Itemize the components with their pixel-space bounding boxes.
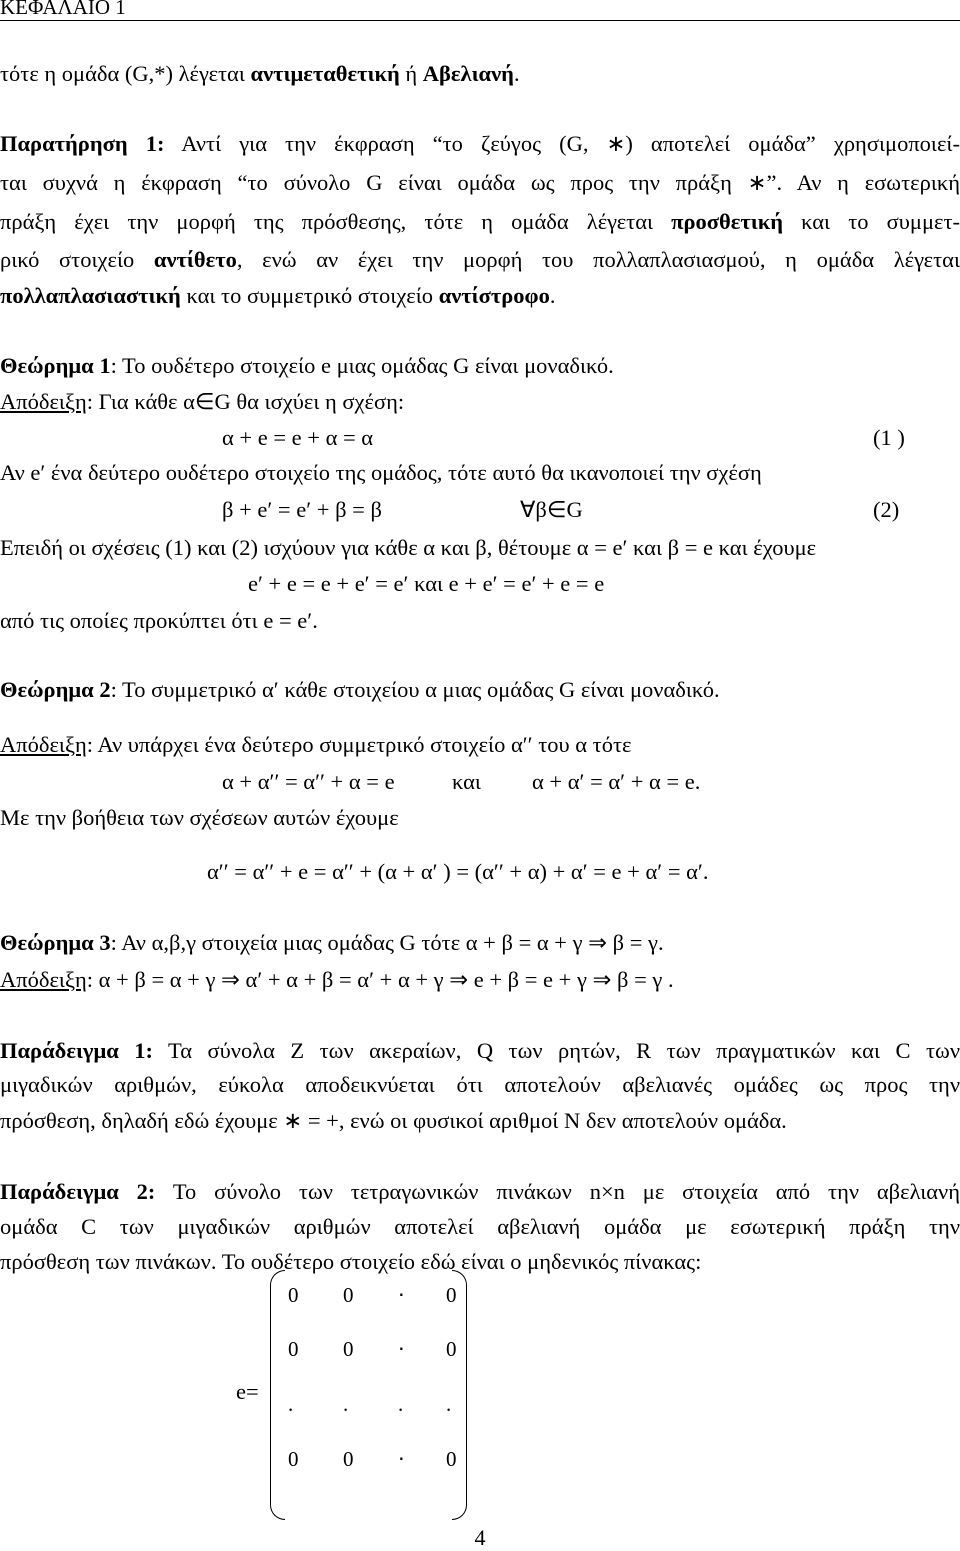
theorem3-proof-text: : α + β = α + γ ⇒ α′ + α + β = α′ + α + γ ⇒ e + β = e + γ ⇒ β = γ . bbox=[86, 967, 674, 992]
remark-line-1 bbox=[0, 130, 960, 158]
theorem3-text: : Αν α,β,γ στοιχεία μιας ομάδας G τότε α + β = α + γ ⇒ β = γ. bbox=[110, 930, 664, 955]
remark-line-3 bbox=[0, 208, 960, 236]
chapter-header: ΚΕΦΑΛΑΙΟ 1 bbox=[0, 0, 126, 19]
remark-term-multiplicative: πολλαπλασιαστική bbox=[0, 283, 181, 308]
theorem3-label: Θεώρημα 3 bbox=[0, 930, 111, 955]
remark-l1: Αντί για την έκφραση “το ζεύγος (G, ∗) αποτελεί ομάδα” χρησιμοποιεί- bbox=[164, 131, 960, 156]
remark-l5b: και το συμμετρικό στοιχείο bbox=[180, 283, 439, 308]
matrix-cell: . bbox=[343, 1392, 349, 1416]
matrix-cell: 0 bbox=[288, 1447, 299, 1471]
matrix-cell: . bbox=[398, 1392, 404, 1416]
theorem1-line3: Επειδή οι σχέσεις (1) και (2) ισχύουν για κάθε α και β, θέτουμε α = e′ και β = e και έχουμε bbox=[0, 535, 817, 560]
example1-line-3: πρόσθεση, δηλαδή εδώ έχουμε ∗ = +, ενώ οι φυσικοί αριθμοί N δεν αποτελούν ομάδα. bbox=[0, 1108, 787, 1133]
theorem2-eq1b: και bbox=[452, 769, 481, 794]
remark-term-additive: προσθετική bbox=[671, 209, 783, 234]
theorem2-eq1a: α + α′′ = α′′ + α = e bbox=[222, 769, 395, 794]
matrix-left-bracket bbox=[270, 1270, 285, 1520]
matrix-cell: 0 bbox=[446, 1337, 457, 1361]
remark-l5d: . bbox=[549, 283, 556, 308]
intro-pre: τότε η ομάδα (G,*) λέγεται bbox=[0, 61, 251, 86]
theorem1-text: : Το ουδέτερο στοιχείο e μιας ομάδας G είναι μοναδικό. bbox=[110, 353, 614, 378]
theorem1-eq2: β + e′ = e′ + β = β bbox=[222, 497, 382, 522]
theorem2-proof-text: : Αν υπάρχει ένα δεύτερο συμμετρικό στοιχείο α′′ του α τότε bbox=[86, 732, 632, 757]
intro-end: . bbox=[513, 61, 520, 86]
example1-line-2: μιγαδικών αριθμών, εύκολα αποδεικνύεται ότι αποτελούν αβελιανές ομάδες ως προς την bbox=[0, 1072, 960, 1097]
theorem1-eq1-number: (1 ) bbox=[873, 425, 905, 450]
matrix-cell: ⋅ bbox=[398, 1337, 405, 1361]
theorem1-proof-label: Απόδειξη bbox=[0, 389, 87, 414]
remark-l4a: ρικό στοιχείο bbox=[0, 247, 154, 272]
matrix-cell: 0 bbox=[343, 1447, 354, 1471]
matrix-cell: 0 bbox=[446, 1283, 457, 1307]
theorem1-label: Θεώρημα 1 bbox=[0, 353, 111, 378]
remark-label: Παρατήρηση 1: bbox=[0, 131, 165, 156]
example2-line-1 bbox=[0, 1178, 960, 1206]
example1-line-1 bbox=[0, 1037, 960, 1065]
example2-l1: Το σύνολο των τετραγωνικών πινάκων n×n με στοιχεία από την αβελιανή bbox=[155, 1179, 960, 1204]
example1-l1: Τα σύνολα Z των ακεραίων, Q των ρητών, R των πραγματικών και C των bbox=[152, 1038, 960, 1063]
theorem1-eq2-number: (2) bbox=[873, 497, 900, 522]
example2-label: Παράδειγμα 2: bbox=[0, 1179, 156, 1204]
remark-l4c: , ενώ αν έχει την μορφή του πολλαπλασιασμού, η ομάδα λέγεται bbox=[236, 247, 960, 272]
theorem2-label: Θεώρημα 2 bbox=[0, 677, 111, 702]
remark-l3a: πράξη έχει την μορφή της πρόσθεσης, τότε η ομάδα λέγεται bbox=[0, 209, 672, 234]
theorem2-proof-label: Απόδειξη bbox=[0, 732, 87, 757]
theorem2-line2: Με την βοήθεια των σχέσεων αυτών έχουμε bbox=[0, 805, 399, 830]
intro-line bbox=[0, 60, 520, 88]
theorem2-eq1c: α + α′ = α′ + α = e. bbox=[532, 769, 701, 794]
theorem2-text: : Το συμμετρικό α′ κάθε στοιχείου α μιας ομάδας G είναι μοναδικό. bbox=[110, 677, 720, 702]
remark-line-2: ται συχνά η έκφραση “το σύνολο G είναι ομάδα ως προς την πράξη ∗”. Αν η εσωτερική bbox=[0, 170, 960, 195]
remark-l3c: και το συμμετ- bbox=[783, 209, 960, 234]
theorem3-statement bbox=[0, 929, 664, 957]
remark-term-inverse: αντίστροφο bbox=[438, 283, 550, 308]
matrix-cell: 0 bbox=[288, 1283, 299, 1307]
theorem3-proof-label: Απόδειξη bbox=[0, 967, 87, 992]
intro-mid: ή bbox=[399, 61, 423, 86]
example2-line-2: ομάδα C των μιγαδικών αριθμών αποτελεί αβελιανή ομάδα με εσωτερική πράξη την bbox=[0, 1214, 960, 1239]
matrix-cell: 0 bbox=[343, 1283, 354, 1307]
theorem1-statement bbox=[0, 352, 614, 380]
matrix-cell: . bbox=[446, 1392, 452, 1416]
matrix-cell: 0 bbox=[343, 1337, 354, 1361]
remark-term-opposite: αντίθετο bbox=[153, 247, 237, 272]
theorem1-eq1: α + e = e + α = α bbox=[222, 425, 374, 450]
matrix-cell: ⋅ bbox=[398, 1283, 405, 1307]
theorem1-proof-text: : Για κάθε α∈G θα ισχύει η σχέση: bbox=[86, 389, 405, 414]
matrix-cell: 0 bbox=[446, 1447, 457, 1471]
example2-line-3: πρόσθεση των πινάκων. Το ουδέτερο στοιχείο εδώ είναι ο μηδενικός πίνακας: bbox=[0, 1249, 702, 1274]
intro-term-abelian: Αβελιανή bbox=[422, 61, 514, 86]
matrix-cell: . bbox=[288, 1392, 294, 1416]
theorem1-eq3: e′ + e = e + e′ = e′ και e + e′ = e′ + e = e bbox=[248, 571, 605, 596]
matrix-cell: ⋅ bbox=[398, 1447, 405, 1471]
remark-line-4 bbox=[0, 246, 960, 274]
matrix-lhs: e= bbox=[236, 1379, 259, 1404]
theorem1-proof-line bbox=[0, 388, 404, 416]
theorem1-eq2-quantifier: ∀β∈G bbox=[520, 497, 583, 522]
theorem2-eq2: α′′ = α′′ + e = α′′ + (α + α′ ) = (α′′ + α) + α′ = e + α′ = α′. bbox=[207, 859, 709, 884]
page-number: 4 bbox=[474, 1525, 486, 1550]
theorem1-line2: Αν e′ ένα δεύτερο ουδέτερο στοιχείο της ομάδος, τότε αυτό θα ικανοποιεί την σχέση bbox=[0, 460, 762, 485]
example1-label: Παράδειγμα 1: bbox=[0, 1038, 153, 1063]
intro-term-commutative: αντιμεταθετική bbox=[250, 61, 400, 86]
theorem3-proof-line bbox=[0, 966, 674, 994]
matrix-cell: 0 bbox=[288, 1337, 299, 1361]
remark-line-5 bbox=[0, 282, 555, 310]
theorem2-statement bbox=[0, 676, 720, 704]
theorem2-proof-line bbox=[0, 731, 631, 759]
header-rule bbox=[0, 20, 960, 21]
theorem1-line4: από τις οποίες προκύπτει ότι e = e′. bbox=[0, 608, 318, 633]
